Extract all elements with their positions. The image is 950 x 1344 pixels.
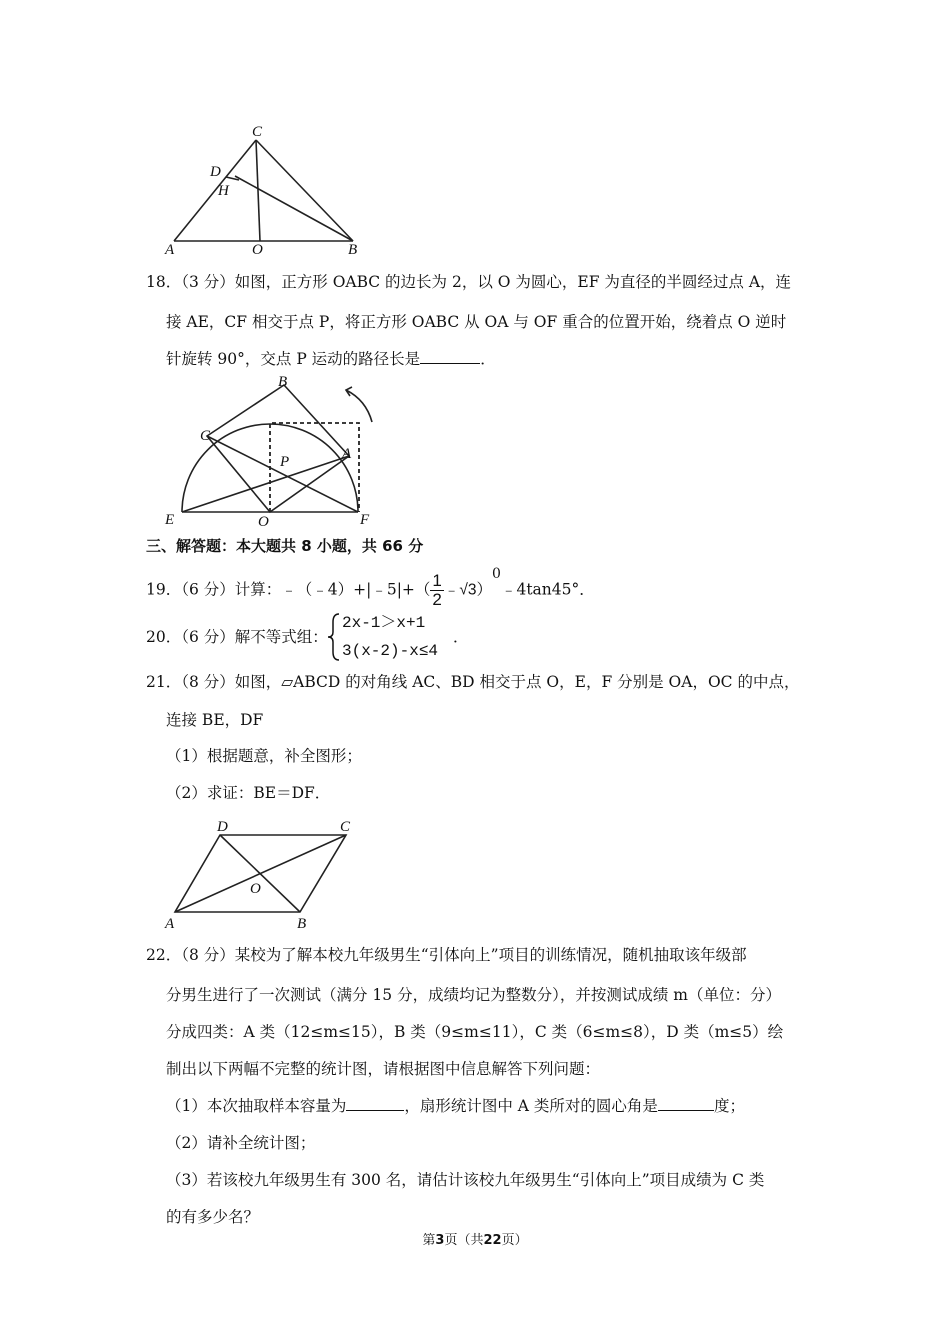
label-D: D	[217, 819, 228, 835]
q19-paren-close: ）	[476, 580, 493, 599]
label-C: C	[252, 124, 263, 140]
q19-prefix: 19．（6 分）计算：﹣（﹣4）+|﹣5|+（	[146, 580, 431, 599]
segment-CO	[256, 140, 260, 241]
label-H: H	[218, 183, 229, 199]
figure-q18-semicircle	[160, 370, 400, 532]
q21-line1: 21．（8 分）如图，▱ABCD 的对角线 AC、BD 相交于点 O，E，F 分别是 OA，OC 的中点，	[146, 673, 800, 691]
label-F: F	[360, 512, 370, 528]
q22-sub1-text: （1）本次抽取样本容量为	[166, 1097, 347, 1115]
section-3-heading: 三、解答题：本大题共 8 小题，共 66 分	[146, 537, 424, 555]
footer-mid: 页（共	[444, 1233, 484, 1248]
q22-sub2: （2）请补全统计图；	[166, 1134, 316, 1152]
q22-sub1	[166, 1096, 745, 1116]
label-O: O	[252, 242, 263, 258]
q18-line3-end: ．	[480, 350, 496, 368]
q18-line3	[166, 349, 496, 369]
q18-line1: 18．（3 分）如图，正方形 OABC 的边长为 2，以 O 为圆心，EF 为直径的半圆经过点 A，连	[146, 273, 792, 291]
q22-line1: 22．（8 分）某校为了解本校九年级男生“引体向上”项目的训练情况，随机抽取该年级部	[146, 946, 747, 964]
footer-post: 页）	[501, 1233, 528, 1248]
label-C: C	[200, 428, 211, 444]
segment-HB	[235, 176, 353, 241]
page-footer	[0, 1229, 950, 1248]
segment-CB	[256, 140, 353, 241]
segment-CF	[207, 436, 358, 512]
q22-sub3-line1: （3）若该校九年级男生有 300 名，请估计该校九年级男生“引体向上”项目成绩为 C 类	[166, 1171, 765, 1189]
label-E: E	[165, 512, 175, 528]
q19-exponent: 0	[492, 566, 501, 583]
label-O: O	[250, 881, 261, 897]
diagonal-BD	[220, 835, 300, 912]
q22-sub3-line2: 的有多少名？	[166, 1208, 260, 1226]
q22-sub1-end: 度；	[713, 1097, 745, 1115]
q21-sub1: （1）根据题意，补全图形；	[166, 747, 362, 765]
q20-inequality-2: 3(x-2)-x≤4	[342, 642, 439, 660]
q19	[146, 566, 595, 609]
footer-pre: 第	[422, 1233, 436, 1248]
q21-line2: 连接 BE，DF	[166, 711, 264, 729]
q18-line2: 接 AE，CF 相交于点 P，将正方形 OABC 从 OA 与 OF 重合的位置开始，绕着点 O 逆时	[166, 313, 787, 331]
label-C: C	[340, 819, 351, 835]
q19-fraction	[430, 572, 443, 609]
label-B: B	[348, 242, 358, 258]
q20-brace-icon	[327, 612, 341, 662]
segment-AC	[174, 140, 256, 241]
segment-AE	[182, 456, 349, 512]
q22-sub1-mid: ，扇形统计图中 A 类所对的圆心角是	[404, 1097, 658, 1115]
figure-q17-triangle	[160, 120, 370, 260]
q19-frac-numerator: 1	[432, 571, 442, 590]
label-A: A	[165, 916, 175, 932]
q22-line2: 分男生进行了一次测试（满分 15 分，成绩均记为整数分），并按测试成绩 m（单位：分）	[166, 986, 781, 1004]
label-P: P	[280, 454, 290, 470]
q19-sqrt-term: ﹣√3	[443, 581, 477, 599]
q22-line3: 分成四类：A 类（12≤m≤15），B 类（9≤m≤11），C 类（6≤m≤8），D 类（m≤5）绘	[166, 1023, 784, 1041]
q19-frac-denominator: 2	[432, 590, 442, 609]
segment-OB	[270, 385, 284, 512]
q22-line4: 制出以下两幅不完整的统计图，请根据图中信息解答下列问题：	[166, 1060, 601, 1078]
figure-q21-parallelogram	[160, 815, 360, 935]
q22-sample-size-blank[interactable]	[346, 1096, 404, 1111]
q22-central-angle-blank[interactable]	[658, 1096, 714, 1111]
q20-prefix: 20．（6 分）解不等式组：	[146, 628, 328, 646]
label-D: D	[210, 164, 221, 180]
label-O: O	[258, 514, 269, 530]
footer-page-number: 3	[435, 1233, 445, 1248]
square-OABC	[207, 385, 349, 512]
q18-line3-text: 针旋转 90°，交点 P 运动的路径长是	[166, 350, 421, 368]
label-A: A	[342, 446, 352, 462]
q20-inequality-1: 2x-1＞x+1	[342, 614, 426, 632]
footer-total-pages: 22	[483, 1233, 502, 1248]
label-B: B	[278, 374, 288, 390]
q19-suffix: ﹣4tan45°．	[500, 580, 595, 599]
q20-suffix: ．	[453, 628, 469, 646]
label-B: B	[297, 916, 307, 932]
q21-sub2: （2）求证：BE＝DF．	[166, 784, 331, 802]
label-A: A	[165, 242, 175, 258]
q18-answer-blank[interactable]	[420, 349, 480, 364]
